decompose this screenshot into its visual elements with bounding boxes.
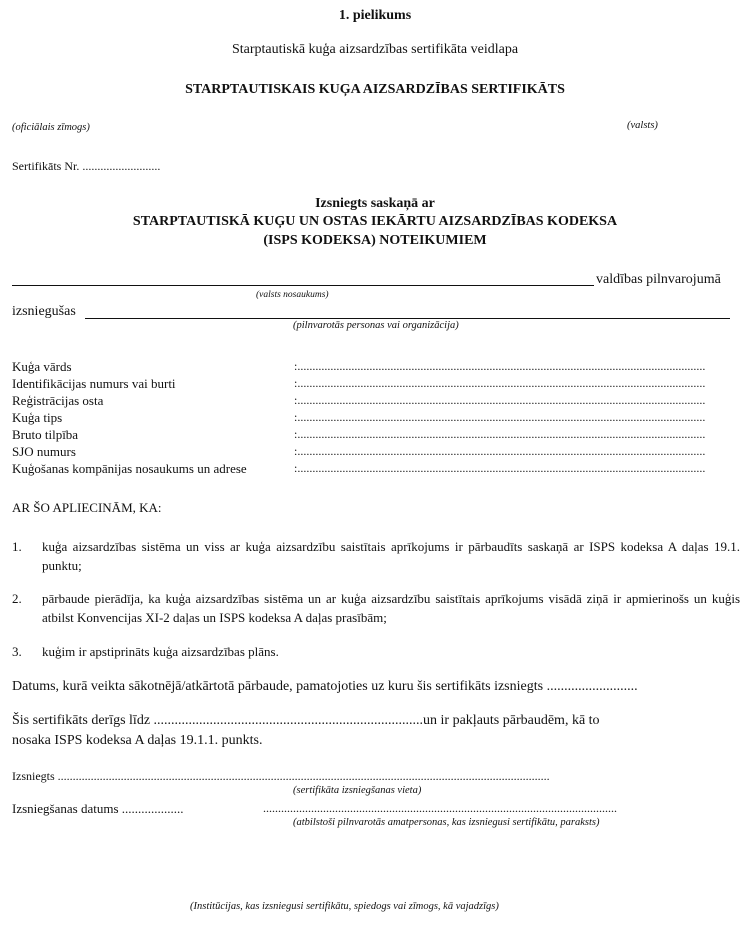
point-number: 3.	[12, 644, 22, 659]
state-name-line	[12, 285, 594, 286]
issue-date: Izsniegšanas datums ...................	[12, 801, 184, 816]
official-stamp-label: (oficiālais zīmogs)	[12, 122, 90, 133]
field-label: Kuģošanas kompānijas nosaukums un adrese	[12, 461, 247, 476]
field-label: Kuģa vārds	[12, 359, 72, 374]
certificate-title: STARPTAUTISKAIS KUĢA AIZSARDZĪBAS SERTIFIKĀTS	[185, 82, 565, 97]
field-id-number	[12, 376, 740, 392]
government-suffix: valdības pilnvarojumā	[596, 272, 721, 287]
state-label: (valsts)	[627, 120, 658, 131]
field-ship-type	[12, 410, 740, 426]
issued-heading-line2: STARPTAUTISKĀ KUĢU UN OSTAS IEKĀRTU AIZSARDZĪBAS KODEKSA	[132, 214, 618, 229]
point-text: kuģim ir apstiprināts kuģa aizsardzības plāns.	[42, 644, 279, 659]
certify-heading: AR ŠO APLIECINĀM, KA:	[12, 500, 162, 515]
point-number: 2.	[12, 591, 22, 606]
field-value: :........................................................................................................................................	[294, 393, 706, 407]
annex-number: 1. pielikums	[338, 8, 412, 23]
issued-by-label: izsniegušas	[12, 304, 76, 319]
field-registry-port	[12, 393, 740, 409]
state-name-caption: (valsts nosaukums)	[256, 290, 329, 300]
field-gross-tonnage	[12, 427, 740, 443]
field-value: :........................................................................................................................................	[294, 410, 706, 424]
valid-until-line1: Šis sertifikāts derīgs līdz .............................................................................un ir pakļauts pārbaudēm, kā to	[12, 713, 600, 728]
form-subtitle: Starptautiskā kuģa aizsardzības sertifikāta veidlapa	[231, 42, 519, 57]
footer-stamp-caption: (Institūcijas, kas izsniegusi sertifikātu, spiedogs vai zīmogs, kā vajadzīgs)	[190, 901, 499, 912]
issued-place-caption: (sertifikāta izsniegšanas vieta)	[293, 785, 422, 796]
field-value: :........................................................................................................................................	[294, 359, 706, 373]
field-label: SJO numurs	[12, 444, 76, 459]
field-value: :........................................................................................................................................	[294, 461, 706, 475]
point-text: kuģa aizsardzības sistēma un viss ar kuģa aizsardzību saistītais aprīkojums ir pārbaudīts saskaņā ar ISPS kodeksa A daļas 19.1. punktu;	[42, 539, 740, 573]
authorized-org-line	[85, 318, 730, 319]
point-3	[12, 642, 740, 661]
signature-caption: (atbilstoši pilnvarotās amatpersonas, kas izsniegusi sertifikātu, paraksts)	[293, 817, 600, 828]
field-value: :........................................................................................................................................	[294, 376, 706, 390]
field-value: :........................................................................................................................................	[294, 427, 706, 441]
field-label: Bruto tilpība	[12, 427, 79, 442]
field-ship-name	[12, 359, 740, 375]
issued-heading-line1: Izsniegts saskaņā ar	[315, 196, 435, 211]
signature-line: ......................................................................................................................	[263, 801, 617, 815]
inspection-date: Datums, kurā veikta sākotnējā/atkārtotā pārbaude, pamatojoties uz kuru šis sertifikāts izsniegts ..........................	[12, 679, 638, 694]
point-1	[12, 537, 740, 575]
issued-heading-line3: (ISPS KODEKSA) NOTEIKUMIEM	[263, 233, 487, 248]
field-company	[12, 461, 740, 477]
field-imo-number	[12, 444, 740, 460]
certificate-number: Sertifikāts Nr. ..........................	[12, 159, 161, 173]
authorized-caption: (pilnvarotās personas vai organizācija)	[293, 320, 459, 331]
point-number: 1.	[12, 539, 22, 554]
point-2	[12, 589, 740, 627]
field-value: :........................................................................................................................................	[294, 444, 706, 458]
issued-place: Izsniegts ....................................................................................................................................................................	[12, 769, 550, 783]
field-label: Reģistrācijas osta	[12, 393, 104, 408]
point-text: pārbaude pierādīja, ka kuģa aizsardzības sistēma un ar kuģa aizsardzību saistītais aprīkojums visādā ziņā ir apmierinošs un kuģis atbilst Konvencijas XI-2 daļas un ISPS kodeksa A daļas prasībām;	[42, 591, 740, 625]
field-label: Identifikācijas numurs vai burti	[12, 376, 176, 391]
field-label: Kuģa tips	[12, 410, 63, 425]
valid-until-line2: nosaka ISPS kodeksa A daļas 19.1.1. punkts.	[12, 733, 263, 748]
